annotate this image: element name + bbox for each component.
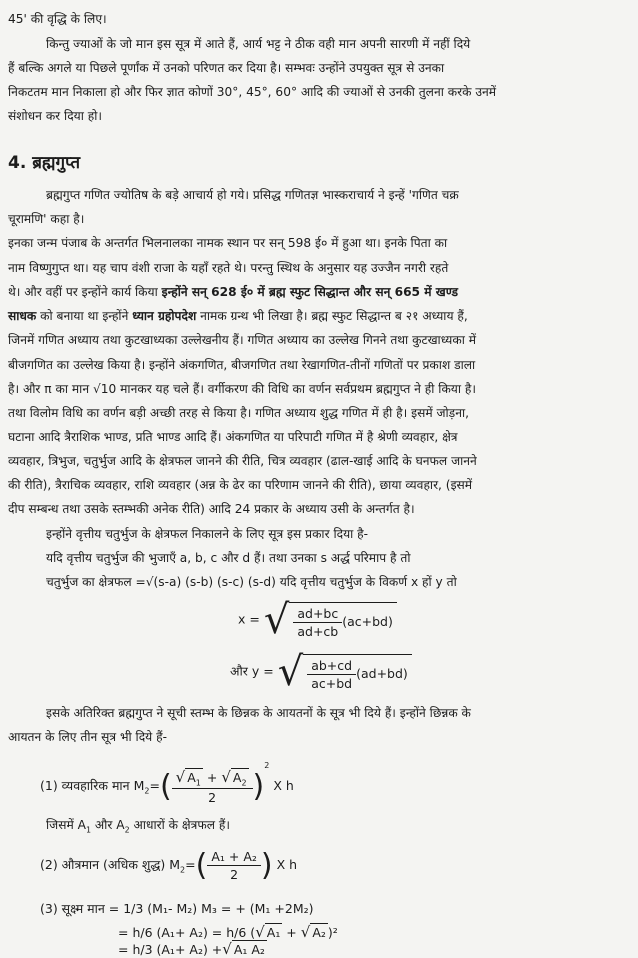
text-line: संशोधन कर दिया हो।	[8, 109, 103, 123]
text-line: इन्होंने वृत्तीय चतुर्भुज के क्षेत्रफल निकालने के लिए सूत्र इस प्रकार दिया है-	[46, 527, 369, 541]
fraction	[293, 606, 342, 639]
formula-label: (2) औत्रमान (अधिक शुद्ध) M	[40, 857, 181, 872]
text-line: दीप सम्बन्ध तथा उसके स्तम्भकी अनेक रीति) आदि 24 प्रकार के अध्याय उसी के अन्तर्गत है।	[8, 502, 415, 516]
subscript: 1	[85, 825, 92, 835]
fraction-numerator: ad+bc	[297, 605, 339, 621]
exact-value-formula-line: (3) सूक्ष्म मान = 1/3 (M₁- M₂) M₃ = + (M₁ +2M₂)	[40, 901, 314, 916]
operator: +	[202, 769, 222, 785]
radical-sign: √	[277, 649, 304, 695]
equation-lhs: और y =	[230, 663, 274, 679]
text-run: )²	[327, 925, 338, 940]
practical-value-formula	[40, 761, 294, 805]
text-run: थे। और वहीं पर इन्होंने कार्य किया	[8, 285, 162, 299]
formula-tail: X h	[269, 778, 294, 793]
formula-tail: X h	[272, 857, 298, 872]
text-line: ब्रह्मगुप्त गणित ज्योतिष के बड़े आचार्य हो गये। प्रसिद्ध गणितज्ञ भास्कराचार्य ने इन्हें 'गणित चक्र	[46, 188, 459, 202]
text-line: आयतन के लिए तीन सूत्र भी दिये हैं-	[8, 730, 167, 744]
fraction-denominator: 2	[172, 788, 253, 805]
fraction	[307, 658, 356, 691]
fraction	[172, 768, 253, 806]
text-line: चूरामणि' कहा है।	[8, 212, 85, 226]
text-line	[46, 574, 457, 590]
accurate-value-formula	[40, 848, 297, 883]
subscript: 2	[180, 865, 186, 875]
text-line: किन्तु ज्याओं के जो मान इस सूत्र में आते हैं, आर्य भट्ट ने ठीक वही मान अपनी सारणी में नहीं दिये	[46, 37, 471, 51]
text-line: घटाना आदि त्रैराशिक भाण्ड, प्रति भाण्ड आदि हैं। अंकगणित या परिपाटी गणित में है श्रेणी व्यवहार, क्षेत्र	[8, 430, 458, 444]
radical-body	[185, 768, 203, 788]
subscript: 2	[241, 778, 247, 788]
exact-value-formula-line	[118, 940, 267, 958]
text-line	[8, 308, 468, 324]
fraction-numerator: ab+cd	[311, 657, 353, 673]
text-line: यदि वृत्तीय चतुर्भुज की भुजाएँ a, b, c और d हैं। तथा उनका s अर्द्ध परिमाप है तो	[46, 551, 411, 565]
text-line	[46, 817, 230, 838]
operator: +	[282, 925, 301, 940]
radical-sign: √	[300, 923, 311, 941]
text-line: 45' की वृद्धि के लिए।	[8, 12, 107, 26]
text-line: जिनमें गणित अध्याय तथा कुटखाध्यका उल्लेखनीय हैं। गणित अध्याय का उल्लेख गिनने तथा कुटखाध्यका में	[8, 333, 477, 347]
diagonal-y-equation	[230, 649, 412, 695]
right-paren: )	[252, 769, 265, 804]
section-heading: 4. ब्रह्मगुप्त	[8, 153, 81, 173]
radical-body: A₁	[266, 925, 281, 940]
text-line: निकटतम मान निकाला हो और फिर ज्ञात कोणों 30°, 45°, 60° आदि की ज्याओं से उनकी तुलना करके उनमें	[8, 85, 497, 99]
bold-text-run: ध्यान ग्रहोपदेश	[132, 309, 197, 323]
left-paren: (	[159, 769, 172, 804]
fraction-denominator: 2	[207, 865, 261, 882]
text-run: चतुर्भुज का क्षेत्रफल =	[46, 575, 146, 589]
left-paren: (	[195, 848, 208, 883]
text-run: यदि वृत्तीय चतुर्भुज के विकर्ण x हों y तो	[275, 575, 457, 589]
exponent: 2	[264, 761, 270, 770]
text-line	[8, 284, 458, 300]
equals-sign: =	[185, 857, 196, 872]
equals-sign: =	[149, 778, 160, 793]
text-line: इसके अतिरिक्त ब्रह्मगुप्त ने सूची स्तम्भ के छिन्नक के आयतनों के सूत्र भी दिये हैं। इन्होंने छिन्नक के	[46, 706, 471, 720]
radical-body: A₂	[312, 925, 326, 940]
text-line: नाम विष्णुगुप्त था। यह चाप वंशी राजा के यहाँ रहते थे। परन्तु स्थिथ के अनुसार यह उज्जैन नगरी रहते	[8, 261, 449, 275]
right-paren: )	[260, 848, 273, 883]
symbol: A	[232, 769, 242, 785]
bold-text-run: साधक	[8, 309, 37, 323]
bold-text-run: इन्होंने सन् 628 ई० में ब्रह्म स्फुट सिद्धान्त और सन् 665 में खण्ड	[161, 285, 459, 299]
fraction-numerator: A₁ + A₂	[211, 849, 257, 864]
equation-factor: (ac+bd)	[342, 613, 393, 629]
fraction-denominator: ad+cb	[293, 622, 342, 639]
radical-body	[289, 602, 397, 639]
text-line: की रीति), त्रैराचिक व्यवहार, राशि व्यवहार (अन्न के ढेर का परिणाम जानने की रीति), छाया व्यवहार, (इसमें	[8, 478, 473, 492]
radical-body: A₁ A₂	[233, 942, 265, 957]
radical-sign: √	[263, 597, 290, 643]
formula-label: (1) व्यवहारिक मान M	[40, 778, 145, 793]
text-line: है। और π का मान √10 मानकर यह चले हैं। वर्गीकरण की विधि का वर्णन सर्वप्रथम ब्रह्मगुप्त ने ही किया है।	[8, 382, 477, 396]
fraction	[207, 849, 261, 882]
exact-value-formula-line	[118, 923, 338, 941]
diagonal-x-equation	[238, 597, 397, 643]
equation-factor: (ad+bd)	[356, 665, 408, 681]
text-run: आधारों के क्षेत्रफल हैं।	[129, 818, 231, 832]
radical-sign: √	[175, 767, 186, 786]
subscript: 2	[124, 825, 130, 835]
equation-lhs: x =	[238, 611, 260, 627]
text-run: और A	[91, 818, 125, 832]
radical-sign: √	[255, 923, 265, 941]
subscript: 1	[195, 778, 201, 788]
text-run: = h/3 (A₁+ A₂) +	[118, 942, 223, 957]
fraction-numerator	[172, 768, 253, 789]
text-run: को बनाया था इन्होंने	[36, 309, 133, 323]
radical-sign: √	[221, 767, 231, 786]
radical-body	[231, 768, 249, 788]
text-run: जिसमें A	[46, 818, 86, 832]
text-line: इनका जन्म पंजाब के अन्तर्गत भिलनालका नामक स्थान पर सन् 598 ई० में हुआ था। इनके पिता का	[8, 236, 448, 250]
text-run: नामक ग्रन्थ भी लिखा है। ब्रह्म स्फुट सिद्धान्त ब २१ अध्याय हैं,	[196, 309, 468, 323]
radical-body	[303, 654, 412, 691]
radical-sign: √	[222, 940, 232, 958]
text-line: व्यवहार, त्रिभुज, चतुर्भुज आदि के क्षेत्रफल जानने की रीति, चित्र व्यवहार (ढाल-खाई आदि के घनफल जानने	[8, 454, 477, 468]
text-run: = h/6 (A₁+ A₂) = h/6 (	[118, 925, 256, 940]
fraction-denominator: ac+bd	[307, 674, 356, 691]
text-line: तथा विलोम विधि का वर्णन बड़ी अच्छी तरह से किया है। गणित अध्याय शुद्ध गणित में ही है। इसमें जोड़ना,	[8, 406, 469, 420]
area-formula: √(s-a) (s-b) (s-c) (s-d)	[145, 575, 276, 589]
symbol: A	[187, 769, 196, 785]
subscript: 2	[144, 786, 150, 796]
text-line: हैं बल्कि अगले या पिछले पूर्णांक में उनको परिणत कर दिया है। सम्भवः उन्होंने उपयुक्त सूत्र से उनका	[8, 61, 445, 75]
text-line: बीजगणित का उल्लेख किया है। इन्होंने अंकगणित, बीजगणित तथा रेखागणित-तीनों गणितों पर प्रकाश डाला	[8, 358, 476, 372]
